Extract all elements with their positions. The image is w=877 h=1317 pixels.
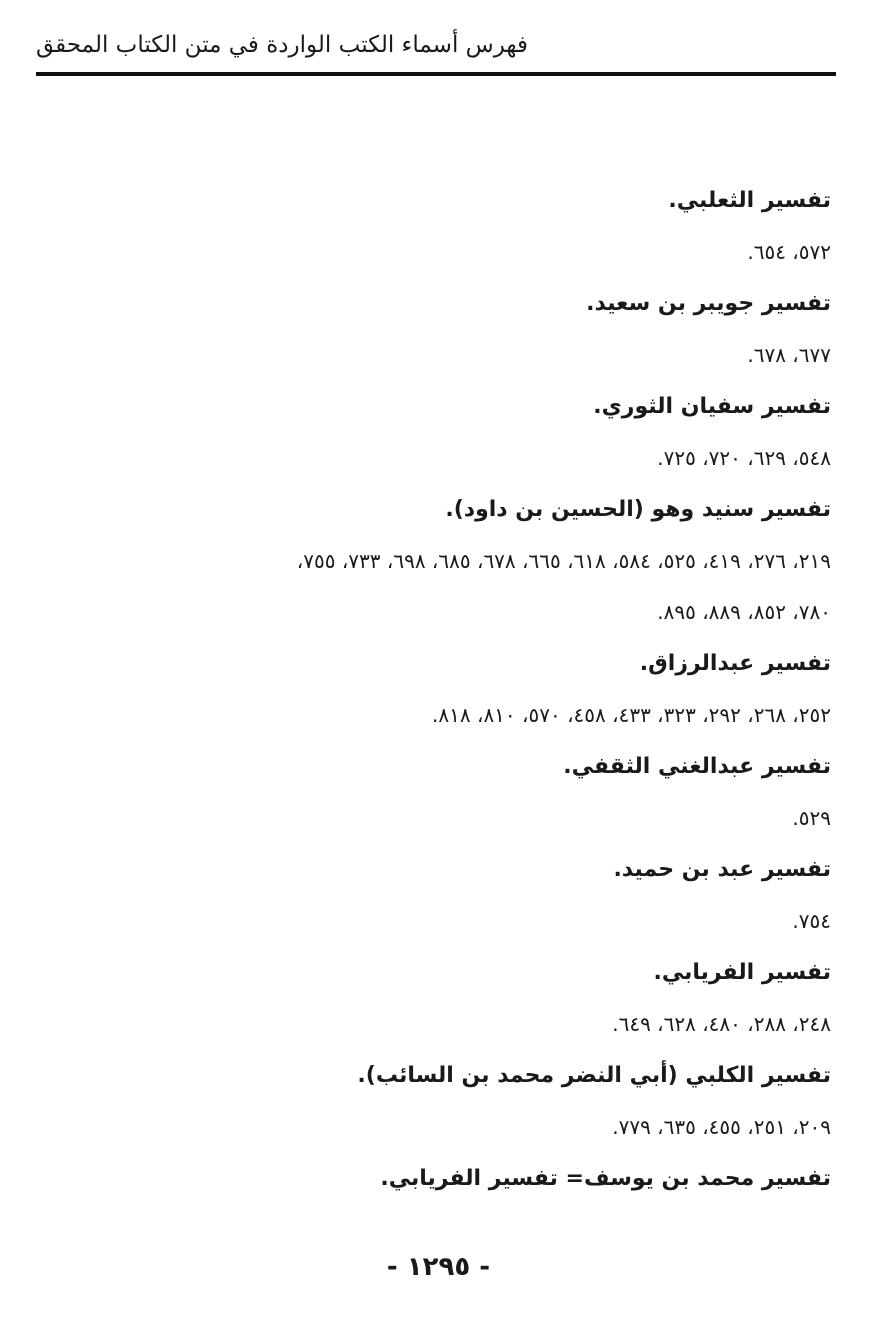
entry-title: تفسير عبدالغني الثقفي. <box>563 754 831 779</box>
entry-pages: ٦٧٧، ٦٧٨. <box>747 343 831 367</box>
entry-title: تفسير سفيان الثوري. <box>593 394 831 419</box>
header-rule <box>36 72 836 76</box>
entry-pages: ٢٥٢، ٢٦٨، ٢٩٢، ٣٢٣، ٤٣٣، ٤٥٨، ٥٧٠، ٨١٠، ٨١٨. <box>432 703 831 727</box>
entry-pages: ٥٢٩. <box>792 806 831 830</box>
entry-title: تفسير عبد بن حميد. <box>613 857 831 882</box>
entry-title: تفسير عبدالرزاق. <box>639 651 831 676</box>
entry-title: تفسير محمد بن يوسف= تفسير الفريابي. <box>380 1166 831 1191</box>
entry-title: تفسير سنيد وهو (الحسين بن داود). <box>445 497 831 522</box>
running-header <box>36 28 841 68</box>
entry-pages: ٢١٩، ٢٧٦، ٤١٩، ٥٢٥، ٥٨٤، ٦١٨، ٦٦٥، ٦٧٨، ٦٨٥، ٦٩٨، ٧٣٣، ٧٥٥، <box>296 549 831 573</box>
entry-pages: ٢٠٩، ٢٥١، ٤٥٥، ٦٣٥، ٧٧٩. <box>612 1115 831 1139</box>
entry-pages: ٢٤٨، ٢٨٨، ٤٨٠، ٦٢٨، ٦٤٩. <box>612 1012 831 1036</box>
entry-title: تفسير الكلبي (أبي النضر محمد بن السائب). <box>357 1063 831 1088</box>
entry-pages: ٧٨٠، ٨٥٢، ٨٨٩، ٨٩٥. <box>657 600 831 624</box>
entry-pages: ٥٧٢، ٦٥٤. <box>747 240 831 264</box>
entry-title: تفسير الثعلبي. <box>668 188 831 213</box>
entry-title: تفسير جويبر بن سعيد. <box>586 291 831 316</box>
entry-pages: ٧٥٤. <box>792 909 831 933</box>
index-entries <box>51 175 831 1205</box>
page-number: - ١٢٩٥ - <box>386 1252 491 1282</box>
running-header-title: فهرس أسماء الكتب الواردة في متن الكتاب المحقق <box>36 32 529 58</box>
entry-title: تفسير الفريابي. <box>653 960 831 985</box>
entry-pages: ٥٤٨، ٦٢٩، ٧٢٠، ٧٢٥. <box>657 446 831 470</box>
